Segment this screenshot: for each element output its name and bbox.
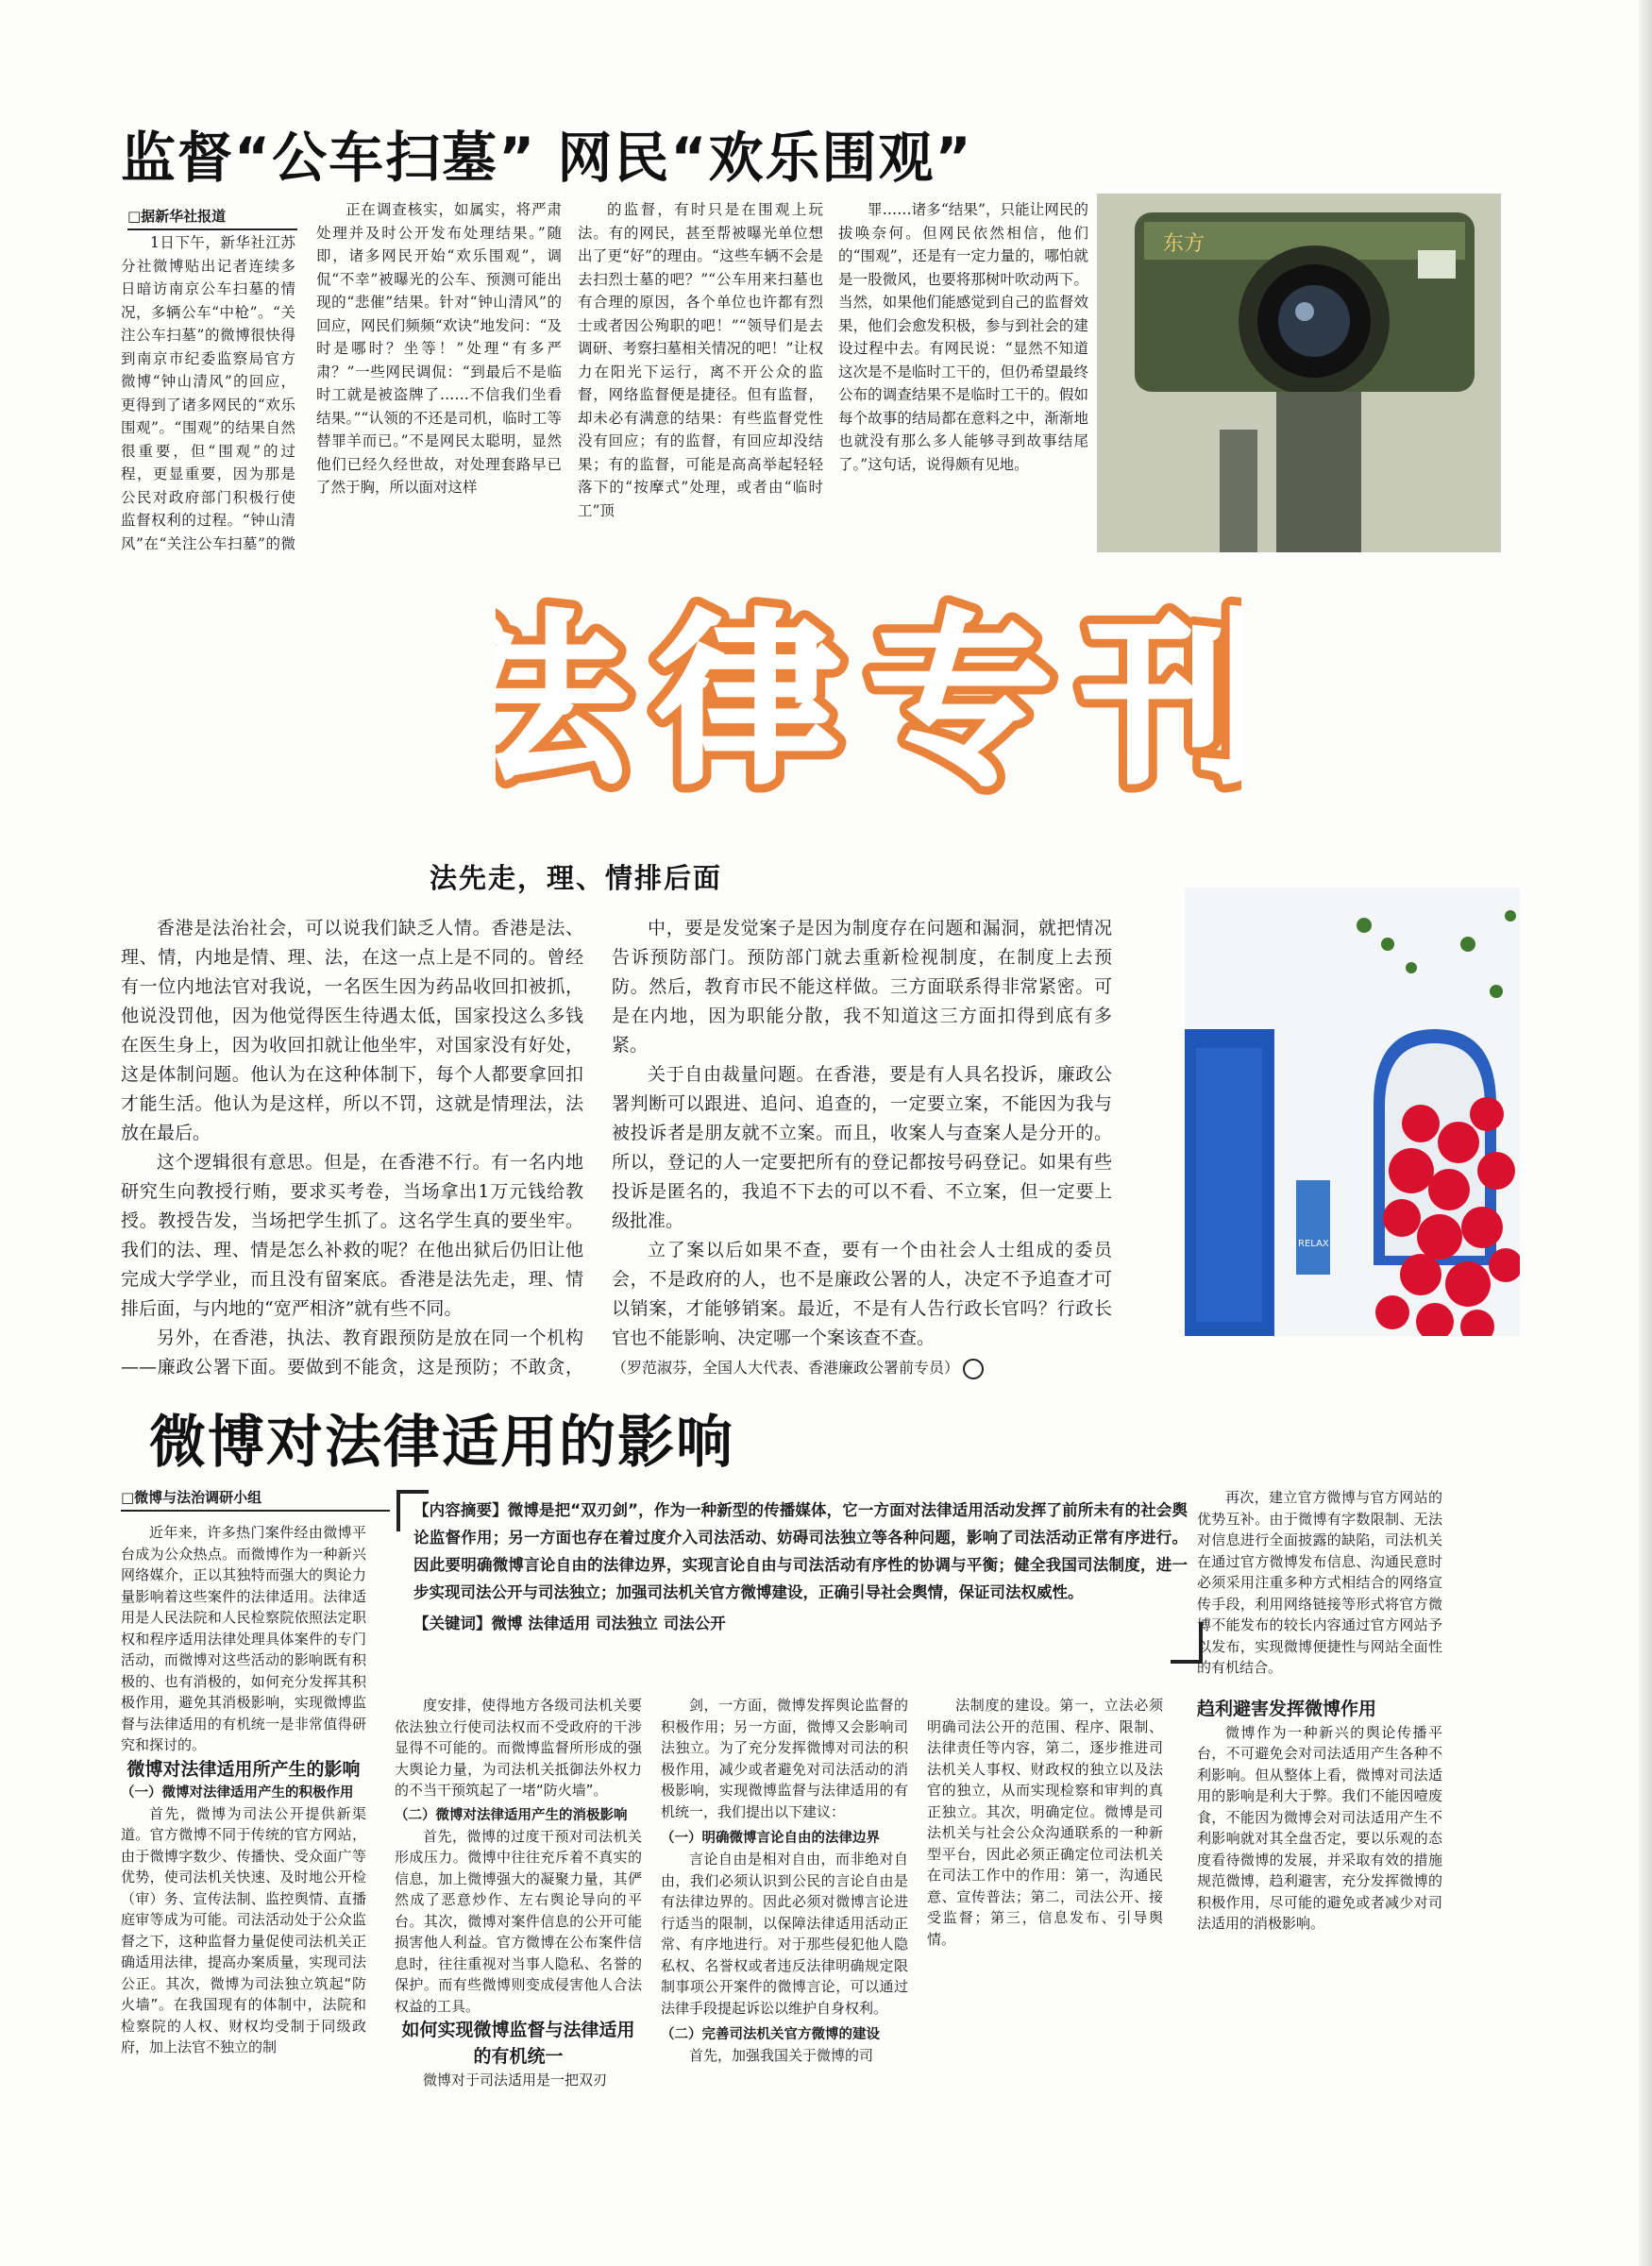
article1-column-1: 1日下午，新华社江苏分社微博贴出记者连续多日暗访南京公车扫墓的情况，多辆公车“中枪”。“关注公车扫墓”的微博很快得到南京市纪委监察局官方微博“钟山清风”的回应，更得到了诸多网民的“欢乐围观”。“围观”的结果自然很重要，但“围观”的过程，更显重要，因为那是公民对政府部门积极行使监督权利的过程。“钟山清风”在“关注公车扫墓”的微 <box>121 234 295 552</box>
end-mark-icon <box>963 1359 984 1379</box>
article3-column-4: 法制度的建设。第一，立法必须明确司法公开的范围、程序、限制、法律责任等内容，第二，逐步推进司法机关人事权、财政权的独立以及法官的独立，从而实现检察和审判的真正独立。其次，明确定位。微博是司法机关与社会公众沟通联系的一种新型平台，因此必须正确定位司法机关在司法工作中的作用：第一，沟通民意、宣传普法；第二，司法公开、接受监督；第三，信息发布、引导舆情。 <box>927 1697 1163 1948</box>
article3-abstract: 【内容摘要】微博是把“双刃剑”，作为一种新型的传播媒体，它一方面对法律适用活动发挥了前所未有的社会舆论监督作用；另一方面也存在着过度介入司法活动、妨碍司法独立等各种问题，影响了司法活动正常有序进行。因此要明确微博言论自由的法律边界，实现言论自由与司法活动有序性的协调与平衡；健全我国司法制度，进一步实现司法公开与司法独立；加强司法机关官方微博建设，正确引导社会舆情，保证司法权威性。 【关键词】微博 法律适用 司法独立 司法公开 <box>413 1501 1188 1632</box>
article2-column-1: 香港是法治社会，可以说我们缺乏人情。香港是法、理、情，内地是情、理、法，在这一点上是不同的。曾经有一位内地法官对我说，一名医生因为药品收回扣被抓，他说没罚他，因为他觉得医生待遇太低，国家投这么多钱在医生身上，因为收回扣就让他坐牢，对国家没有好处，这是体制问题。他认为在这种体制下，每个人都要拿回扣才能生活。他认为是这样，所以不罚，这就是情理法，法放在最后。 这个逻辑很有意思。但是，在香港不行。有一名内地研究生向教授行贿，要求买考卷，当场拿出1万元钱给教授。教授告发，当场把学生抓了。这名学生真的要坐牢。我们的法、理、情是怎么补救的呢？在他出狱后仍旧让他完成大学学业，而且没有留案底。香港是法先走，理、情排后面，与内地的“宽严相济”就有些不同。 另外，在香港，执法、教育跟预防是放在同一个机构——廉政公署下面。要做到不能贪，这是预防；不敢贪， <box>121 918 583 1377</box>
svg-text:RELAX: RELAX <box>1298 1239 1329 1249</box>
article1-column-4: 罪……诸多“结果”，只能让网民的拔唤奈何。但网民依然相信，他们的“围观”，还是有一定力量的，哪怕就是一股微风，也要将那树叶吹动两下。当然，如果他们能感觉到自己的监督效果，他们会愈发积极，参与到社会的建设过程中去。有网民说：“显然不知道这次是不是临时工干的，但仍希望最终公布的调查结果不是临时工干的。假如每个故事的结局都在意料之中，渐渐地也就没有那么多人能够寻到故事结尾了。”这句话，说得颇有见地。 <box>838 201 1088 473</box>
svg-text:东方: 东方 <box>1163 232 1205 256</box>
section-banner <box>496 576 1241 821</box>
article3-column-1: 近年来，许多热门案件经由微博平台成为公众热点。而微博作为一种新兴网络媒介，正以其独特而强大的舆论力量影响着这些案件的法律适用。法律适用是人民法院和人民检察院依照法定职权和程序适用法律处理具体案件的专门活动，而微博对这些活动的影响既有积极的、也有消极的，如何充分发挥其积极作用，避免其消极影响，实现微博监督与法律适用的有机统一是非常值得研究和探讨的。 微博对法律适用所产生的影响 （一）微博对法律适用产生的积极作用 首先，微博为司法公开提供新渠道。官方微博不同于传统的官方网站，由于微博字数少、传播快、受众面广等优势，使司法机关快速、及时地公开检（审）务、宣传法制、监控舆情、直播庭审等成为可能。司法活动处于公众监督之下，这种监督力量促使司法机关正确适用法律，提高办案质量，实现司法公正。其次，微博为司法独立筑起“防火墙”。在我国现有的体制中，法院和检察院的人权、财权均受制于同级政府，加上法官不独立的制 <box>121 1524 366 2055</box>
banner-outline: 法律专刊 <box>496 594 1241 808</box>
article3-keywords: 微博 法律适用 司法独立 司法公开 <box>491 1615 726 1632</box>
article2-headline: 法先走，理、情排后面 <box>430 862 723 894</box>
banner-title: 法律专刊 <box>496 594 1241 808</box>
page-edge <box>1639 0 1652 2266</box>
article1-column-3: 的监督，有时只是在围观上玩法。有的网民，甚至帮被曝光单位想出了更“好”的理由。“这些车辆不会是去扫烈士墓的吧？”“公车用来扫墓也有合理的原因，各个单位也许都有烈士或者因公殉职的吧！”“领导们是去调研、考察扫墓相关情况的吧！”让权力在阳光下运行，离不开公众的监督，网络监督便是捷径。但有监督，却未必有满意的结果：有些监督党性没有回应；有的监督，有回应却没结果；有的监督，可能是高高举起轻轻落下的“按摩式”处理，或者由“临时工”顶 <box>578 201 823 519</box>
article3-headline: 微博对法律适用的影响 <box>149 1410 734 1476</box>
article3-column-2: 度安排，使得地方各级司法机关要依法独立行使司法权而不受政府的干涉显得不可能的。而微博监督所形成的强大舆论力量，为司法机关抵御法外权力的不当干预筑起了一堵“防火墙”。 （二）微博对法律适用产生的消极影响 首先，微博的过度干预对司法机关形成压力。微博中往往充斥着不真实的信息，加上微博强大的凝聚力量，其俨然成了恶意炒作、左右舆论导向的平台。其次，微博对案件信息的公开可能损害他人利益。官方微博在公布案件信息时，往往重视对当事人隐私、名誉的保护。而有些微博则变成侵害他人合法权益的工具。 如何实现微博监督与法律适用的有机统一 微博对于司法适用是一把双刃 <box>395 1697 642 2088</box>
article1-headline: 监督“公车扫墓” 网民“欢乐围观” <box>121 126 973 190</box>
article1-byline: □据新华社报道 <box>127 206 297 230</box>
camera-photo <box>1097 194 1501 552</box>
article1-column-2: 正在调查核实，如属实，将严肃处理并及时公开发布处理结果。”随即，诸多网民开始“欢乐围观”，调侃“不幸”被曝光的公车、预测可能出现的“悲催”结果。针对“钟山清风”的回应，网民们频频“欢诀”地发问：“及时是哪时？坐等！”处理“有多严肃？”一些网民调侃：“到最后不是临时工就是被盗牌了……不信我们坐看结果。”“认领的不还是司机，临时工等替罪羊而已。”不是网民太聪明，显然他们已经久经世故，对处理套路早已了然于胸，所以面对这样 <box>316 201 562 496</box>
article3-column-3: 剑，一方面，微博发挥舆论监督的积极作用；另一方面，微博又会影响司法独立。为了充分发挥微博对司法的积极作用，减少或者避免对司法活动的消极影响，实现微博监督与法律适用的有机统一，我们提出以下建议： （一）明确微博言论自由的法律边界 言论自由是相对自由，而非绝对自由，我们必须认识到公民的言论自由是有法律边界的。因此必须对微博言论进行适当的限制，以保障法律适用活动正常、有序地进行。对于那些侵犯他人隐私权、名誉权或者违反法律明确规定限制事项公开案件的微博言论，可以通过法律手段提起诉讼以维护自身权利。 （二）完善司法机关官方微博的建设 首先，加强我国关于微博的司 <box>661 1697 908 2064</box>
window-photo <box>1185 888 1520 1336</box>
article3-column-5: 再次，建立官方微博与官方网站的优势互补。由于微博有字数限制、无法对信息进行全面披露的缺陷，司法机关在通过官方微博发布信息、沟通民意时必须采用注重多种方式相结合的网络宣传手段，利用网络链接等形式将官方微博不能发布的较长内容通过官方网站予以发布，实现微博便捷性与网站全面性的有机结合。 趋利避害发挥微博作用 微博作为一种新兴的舆论传播平台，不可避免会对司法适用产生各种不利影响。但从整体上看，微博对司法适用的影响是利大于弊。我们不能因噎废食，不能因为微博会对司法适用产生不利影响就对其全盘否定，要以乐观的态度看待微博的发展，并采取有效的措施规范微博，趋利避害，充分发挥微博的积极作用，尽可能的避免或者减少对司法适用的消极影响。 <box>1197 1489 1442 1932</box>
camera-icon <box>1097 194 1501 552</box>
article2-author: （罗范淑芬，全国人大代表、香港廉政公署前专员） <box>612 1359 960 1377</box>
window-flowers-icon <box>1185 888 1520 1336</box>
article2-column-2: 中，要是发觉案子是因为制度存在问题和漏洞，就把情况告诉预防部门。预防部门就去重新检视制度，在制度上去预防。然后，教育市民不能这样做。三方面联系得非常紧密。可是在内地，因为职能分散，我不知道这三方面扣得到底有多紧。 关于自由裁量问题。在香港，要是有人具名投诉，廉政公署判断可以跟进、追问、追查的，一定要立案，不能因为我与被投诉者是朋友就不立案。而且，收案人与查案人是分开的。所以，登记的人一定要把所有的登记都按号码登记。如果有些投诉是匿名的，我追不下去的可以不看、不立案，但一定要上级批准。 立了案以后如果不查，要有一个由社会人士组成的委员会，不是政府的人，也不是廉政公署的人，决定不予追查才可以销案，才能够销案。最近，不是有人告行政长官吗？行政长官也不能影响、决定哪一个案该查不查。 （罗范淑芬，全国人大代表、香港廉政公署前专员） <box>612 914 1112 1386</box>
article3-byline: □微博与法治调研小组 <box>121 1487 390 1512</box>
